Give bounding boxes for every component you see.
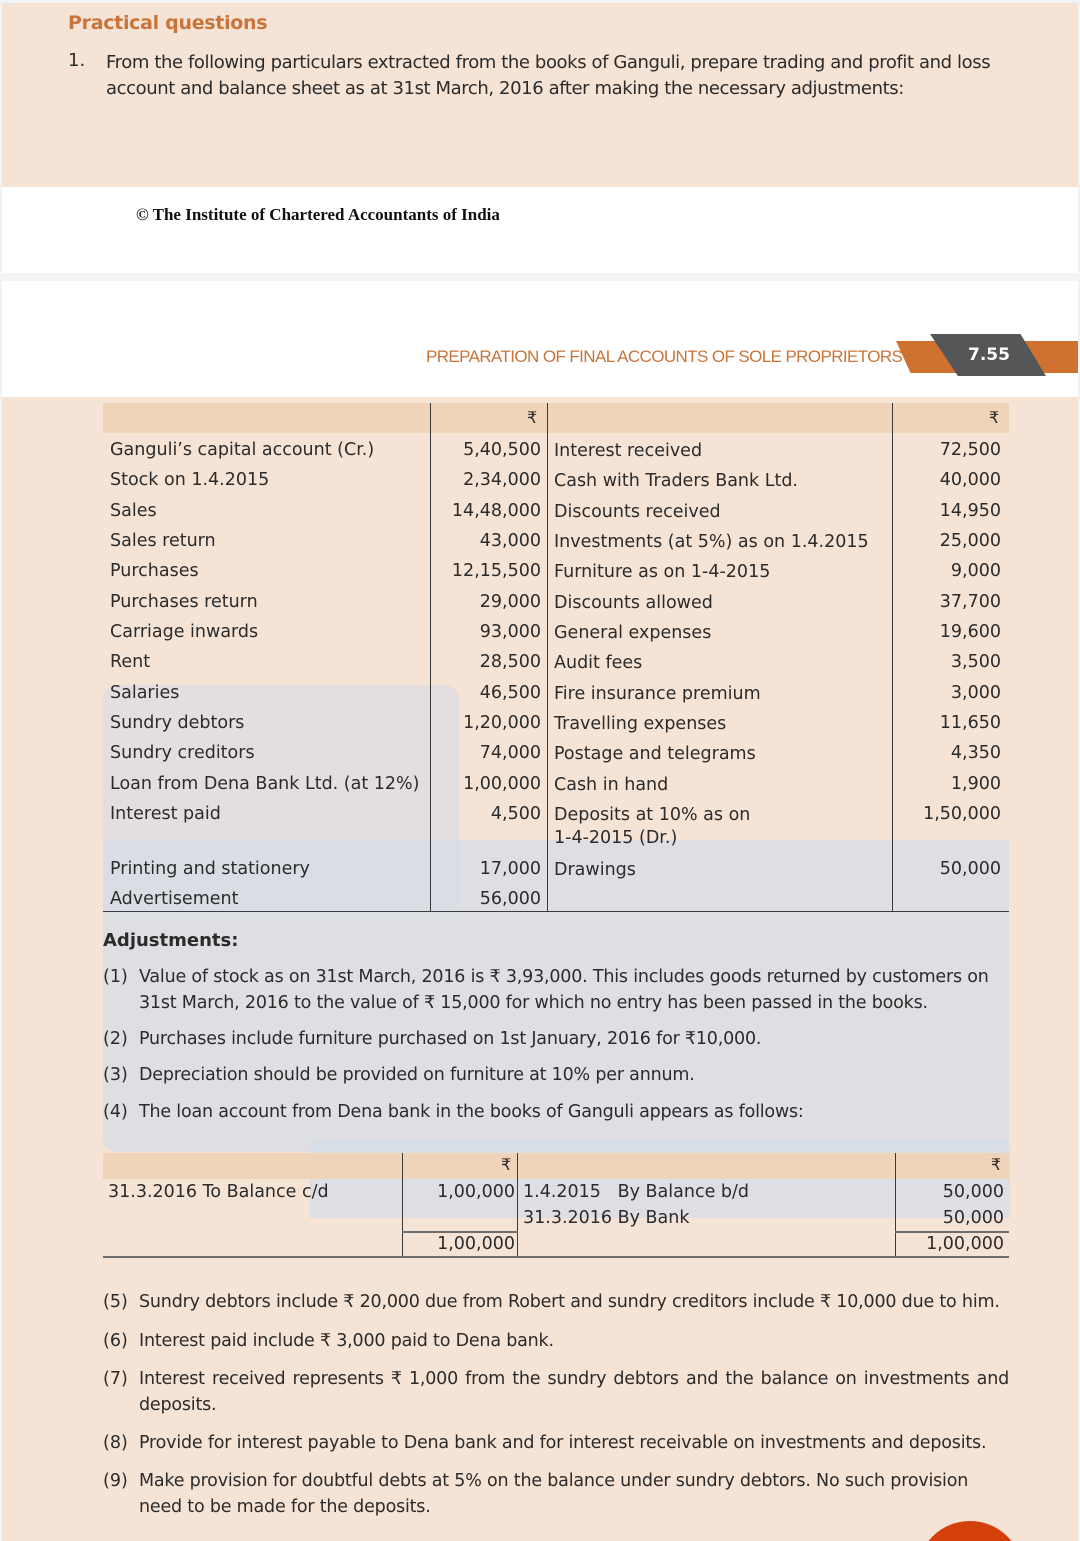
column-divider	[517, 1153, 518, 1257]
section-title: Practical questions	[68, 12, 268, 34]
row-label: Travelling expenses	[554, 714, 727, 734]
row-amount: 2,34,000	[463, 470, 541, 490]
adjustment-text: Interest received represents ₹ 1,000 from the sundry debtors and the balance on investments and deposits.	[139, 1369, 1009, 1415]
row-amount: 5,40,500	[463, 440, 541, 460]
row-amount: 74,000	[479, 743, 541, 763]
adjustment-number: (7)	[103, 1369, 128, 1389]
adjustment-text: Interest paid include ₹ 3,000 paid to Dena bank.	[139, 1331, 554, 1351]
row-amount: 1,00,000	[463, 774, 541, 794]
debit-entry-amount: 1,00,000	[437, 1182, 515, 1202]
adjustment-text: Provide for interest payable to Dena bank and for interest receivable on investments and deposits.	[139, 1433, 987, 1453]
row-label: Purchases	[110, 561, 199, 581]
row-label: Purchases return	[110, 592, 258, 612]
rupee-symbol: ₹	[501, 1155, 512, 1174]
row-amount: 72,500	[939, 440, 1001, 460]
credit-entry-amount: 50,000	[942, 1182, 1004, 1202]
row-amount: 40,000	[939, 470, 1001, 490]
row-amount: 4,500	[490, 804, 541, 824]
row-amount: 1,50,000	[923, 804, 1001, 824]
adjustment-number: (4)	[103, 1102, 128, 1122]
total-rule	[402, 1231, 518, 1233]
adjustment-item	[103, 1430, 1009, 1456]
table-header	[103, 1153, 1009, 1179]
row-label	[554, 804, 750, 850]
row-amount: 14,950	[939, 501, 1001, 521]
row-label: Interest paid	[110, 804, 221, 824]
row-label-line2: 1-4-2015 (Dr.)	[554, 828, 678, 848]
table-row	[103, 556, 1009, 586]
adjustment-number: (2)	[103, 1029, 128, 1049]
adjustment-item	[103, 964, 1009, 1016]
debit-entry-label: 31.3.2016 To Balance c/d	[108, 1182, 329, 1202]
adjustment-item	[103, 1328, 1009, 1354]
table-row	[103, 738, 1009, 768]
row-label: Postage and telegrams	[554, 744, 756, 764]
adjustment-number: (6)	[103, 1331, 128, 1351]
row-label: Sundry creditors	[110, 743, 255, 763]
row-label: Fire insurance premium	[554, 684, 761, 704]
row-label: Cash with Traders Bank Ltd.	[554, 471, 798, 491]
adjustment-text: The loan account from Dena bank in the books of Ganguli appears as follows:	[139, 1102, 804, 1122]
row-amount: 56,000	[479, 889, 541, 909]
row-amount: 1,900	[950, 774, 1001, 794]
row-label: Investments (at 5%) as on 1.4.2015	[554, 532, 869, 552]
table-row	[103, 435, 1009, 465]
rupee-symbol: ₹	[527, 408, 538, 427]
table-row	[103, 708, 1009, 738]
copyright-notice: © The Institute of Chartered Accountants of India	[136, 205, 500, 224]
row-label: Cash in hand	[554, 775, 669, 795]
page-number: 7.55	[968, 345, 1010, 365]
row-label: Sundry debtors	[110, 713, 245, 733]
row-label: Carriage inwards	[110, 622, 259, 642]
table-row	[103, 465, 1009, 495]
adjustment-number: (9)	[103, 1471, 128, 1491]
table-row	[103, 587, 1009, 617]
adjustment-text: Value of stock as on 31st March, 2016 is ₹ 3,93,000. This includes goods returned by customers on 31st March, 2016 to the value of ₹ 15,000 for which no entry has been passed in the books.	[139, 967, 989, 1013]
table-row	[103, 526, 1009, 556]
adjustment-text: Depreciation should be provided on furniture at 10% per annum.	[139, 1065, 695, 1085]
row-label: Discounts allowed	[554, 593, 713, 613]
overlay-artifact	[310, 1140, 1010, 1218]
table-bottom-rule	[103, 1256, 1009, 1258]
adjustment-item	[103, 1099, 1009, 1125]
table-row	[103, 647, 1009, 677]
row-amount: 12,15,500	[451, 561, 541, 581]
row-label: Drawings	[554, 860, 636, 880]
row-amount: 11,650	[939, 713, 1001, 733]
adjustment-number: (5)	[103, 1292, 128, 1312]
credit-total: 1,00,000	[926, 1234, 1004, 1254]
row-label: Ganguli’s capital account (Cr.)	[110, 440, 375, 460]
row-label: Audit fees	[554, 653, 643, 673]
row-amount: 4,350	[950, 743, 1001, 763]
row-label-line1: Deposits at 10% as on	[554, 805, 751, 825]
table-row	[103, 799, 1009, 851]
row-label: Furniture as on 1-4-2015	[554, 562, 771, 582]
adjustment-text: Make provision for doubtful debts at 5% on the balance under sundry debtors. No such provision need to be made for the deposits.	[139, 1471, 969, 1517]
copyright-band	[2, 187, 1078, 273]
adjustment-number: (8)	[103, 1433, 128, 1453]
table-row	[103, 496, 1009, 526]
column-divider	[402, 1153, 403, 1257]
row-amount: 29,000	[479, 592, 541, 612]
table-row	[103, 769, 1009, 799]
debit-total: 1,00,000	[437, 1234, 515, 1254]
row-label: Sales return	[110, 531, 216, 551]
adjustment-item	[103, 1289, 1009, 1315]
credit-entry-label: 1.4.2015 By Balance b/d	[523, 1182, 750, 1202]
credit-entry-label: 31.3.2016 By Bank	[523, 1208, 690, 1228]
adjustment-item	[103, 1366, 1009, 1418]
adjustments-title: Adjustments:	[103, 930, 239, 951]
table-header	[103, 403, 1009, 433]
rupee-symbol: ₹	[989, 408, 1000, 427]
table-bottom-rule	[103, 911, 1009, 912]
table-row	[103, 617, 1009, 647]
row-label: Sales	[110, 501, 157, 521]
row-amount: 46,500	[479, 683, 541, 703]
adjustment-number: (1)	[103, 967, 128, 987]
question-text: From the following particulars extracted from the books of Ganguli, prepare trading and profit and loss account and balance sheet as at 31st March, 2016 after making the necessary adjustments:	[106, 52, 991, 99]
row-amount: 14,48,000	[451, 501, 541, 521]
adjustment-text: Sundry debtors include ₹ 20,000 due from Robert and sundry creditors include ₹ 10,000 due to him.	[139, 1292, 1000, 1312]
row-label: Stock on 1.4.2015	[110, 470, 270, 490]
adjustment-item	[103, 1468, 1009, 1520]
row-label: General expenses	[554, 623, 712, 643]
row-label: Advertisement	[110, 889, 239, 909]
adjustment-item	[103, 1026, 1009, 1052]
row-amount: 93,000	[479, 622, 541, 642]
row-amount: 43,000	[479, 531, 541, 551]
adjustment-item	[103, 1062, 1009, 1088]
table-row	[103, 678, 1009, 708]
running-header-band	[2, 281, 1078, 397]
row-amount: 1,20,000	[463, 713, 541, 733]
question-number: 1.	[68, 50, 86, 71]
table-row	[103, 884, 1009, 914]
row-label: Interest received	[554, 441, 703, 461]
row-label: Loan from Dena Bank Ltd. (at 12%)	[110, 774, 420, 794]
row-amount: 3,500	[950, 652, 1001, 672]
adjustment-number: (3)	[103, 1065, 128, 1085]
row-label: Discounts received	[554, 502, 721, 522]
row-amount: 19,600	[939, 622, 1001, 642]
row-amount: 37,700	[939, 592, 1001, 612]
running-head-title: PREPARATION OF FINAL ACCOUNTS OF SOLE PROPRIETORS	[426, 347, 903, 366]
row-amount: 50,000	[939, 859, 1001, 879]
adjustment-text: Purchases include furniture purchased on 1st January, 2016 for ₹10,000.	[139, 1029, 762, 1049]
row-label: Printing and stationery	[110, 859, 310, 879]
credit-entry-amount: 50,000	[942, 1208, 1004, 1228]
rupee-symbol: ₹	[991, 1155, 1002, 1174]
row-amount: 9,000	[950, 561, 1001, 581]
row-amount: 3,000	[950, 683, 1001, 703]
row-label: Salaries	[110, 683, 180, 703]
total-rule	[895, 1231, 1009, 1233]
row-label: Rent	[110, 652, 151, 672]
column-divider	[895, 1153, 896, 1257]
table-row	[103, 854, 1009, 884]
row-amount: 28,500	[479, 652, 541, 672]
row-amount: 25,000	[939, 531, 1001, 551]
row-amount: 17,000	[479, 859, 541, 879]
